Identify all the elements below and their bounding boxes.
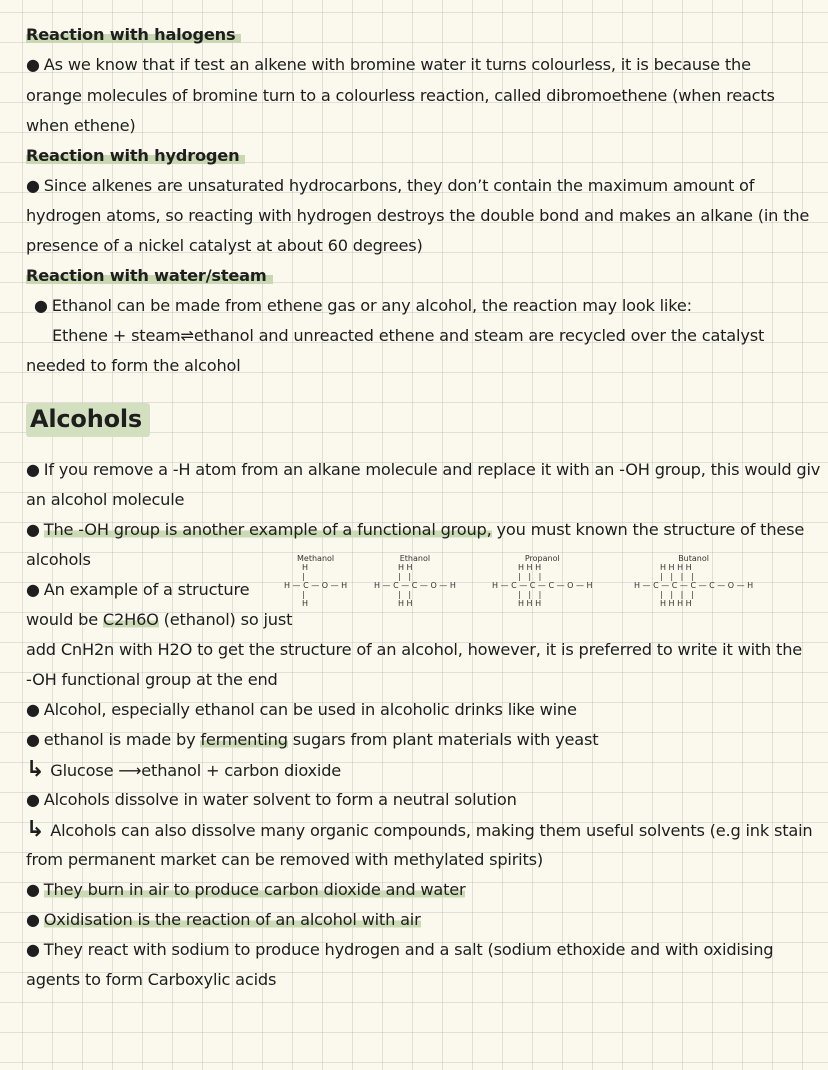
text-line: ● They react with sodium to produce hydrogen and a salt (sodium ethoxide and with oxidising (26, 940, 774, 959)
text-line: hydrogen atoms, so reacting with hydrogen destroys the double bond and makes an alkane (in the (26, 206, 810, 225)
bullet-icon: ● (26, 910, 40, 929)
text-line: ↳ Glucose ⟶ethanol + carbon dioxide (26, 757, 342, 782)
structure-methanol: Methanol H | H — C — O — H | H (284, 554, 348, 608)
text-line: ● If you remove a -H atom from an alkane molecule and replace it with an -OH group, this would giv (26, 460, 821, 479)
text-line: ● The -OH group is another example of a functional group, you must known the structure of these (26, 520, 805, 539)
heading-reaction-halogens: Reaction with halogens (26, 25, 241, 45)
bullet-icon: ● (26, 700, 40, 719)
text-line: Ethene + steam⇌ethanol and unreacted ethene and steam are recycled over the catalyst (52, 326, 765, 345)
structure-butanol: Butanol H H H H | | | | H — C — C — C — C — O — H | | | | H H H H (634, 554, 754, 608)
text-line: ● Oxidisation is the reaction of an alcohol with air (26, 910, 421, 929)
sub-point-arrow-icon: ↳ (26, 817, 45, 842)
text-line: ● Since alkenes are unsaturated hydrocarbons, they don’t contain the maximum amount of (26, 176, 755, 195)
text-line: ● They burn in air to produce carbon dioxide and water (26, 880, 466, 899)
text-line: ● An example of a structure (26, 580, 250, 599)
text-line: alcohols (26, 550, 91, 569)
formula-c2h6o: C2H6O (102, 610, 159, 629)
bullet-icon: ● (26, 55, 40, 74)
text-line: ● Ethanol can be made from ethene gas or any alcohol, the reaction may look like: (34, 296, 692, 315)
heading-reaction-hydrogen: Reaction with hydrogen (26, 146, 245, 166)
text-line: presence of a nickel catalyst at about 60 degrees) (26, 236, 423, 255)
text-line: would be C2H6O (ethanol) so just (26, 610, 293, 629)
bullet-icon: ● (26, 580, 40, 599)
bullet-icon: ● (26, 790, 40, 809)
text-line: ● As we know that if test an alkene with bromine water it turns colourless, it is because the (26, 55, 751, 74)
text-line: an alcohol molecule (26, 490, 185, 509)
heading-alcohols: Alcohols (26, 404, 150, 437)
text-line: when ethene) (26, 116, 136, 135)
bullet-icon: ● (34, 296, 48, 315)
text-line: add CnH2n with H2O to get the structure of an alcohol, however, it is preferred to write it with the (26, 640, 803, 659)
bullet-icon: ● (26, 176, 40, 195)
equilibrium-arrow-icon: ⇌ (180, 326, 194, 345)
text-line: agents to form Carboxylic acids (26, 970, 277, 989)
structure-propanol: Propanol H H H | | | H — C — C — C — O — H | | | H H H (492, 554, 593, 608)
bullet-icon: ● (26, 520, 40, 539)
bullet-icon: ● (26, 940, 40, 959)
text-line: ● ethanol is made by fermenting sugars from plant materials with yeast (26, 730, 599, 749)
reaction-arrow-icon: ⟶ (118, 761, 142, 780)
text-line: -OH functional group at the end (26, 670, 278, 689)
text-line: orange molecules of bromine turn to a colourless reaction, called dibromoethene (when reacts (26, 86, 775, 105)
text-line: from permanent market can be removed with methylated spirits) (26, 850, 543, 869)
text-line: ↳ Alcohols can also dissolve many organic compounds, making them useful solvents (e.g ink stain (26, 817, 813, 842)
text-line: needed to form the alcohol (26, 356, 241, 375)
structure-ethanol: Ethanol H H | | H — C — C — O — H | | H H (374, 554, 456, 608)
bullet-icon: ● (26, 460, 40, 479)
bullet-icon: ● (26, 880, 40, 899)
bullet-icon: ● (26, 730, 40, 749)
sub-point-arrow-icon: ↳ (26, 757, 45, 782)
text-line: ● Alcohol, especially ethanol can be used in alcoholic drinks like wine (26, 700, 577, 719)
text-line: ● Alcohols dissolve in water solvent to form a neutral solution (26, 790, 517, 809)
heading-reaction-water: Reaction with water/steam (26, 266, 273, 286)
